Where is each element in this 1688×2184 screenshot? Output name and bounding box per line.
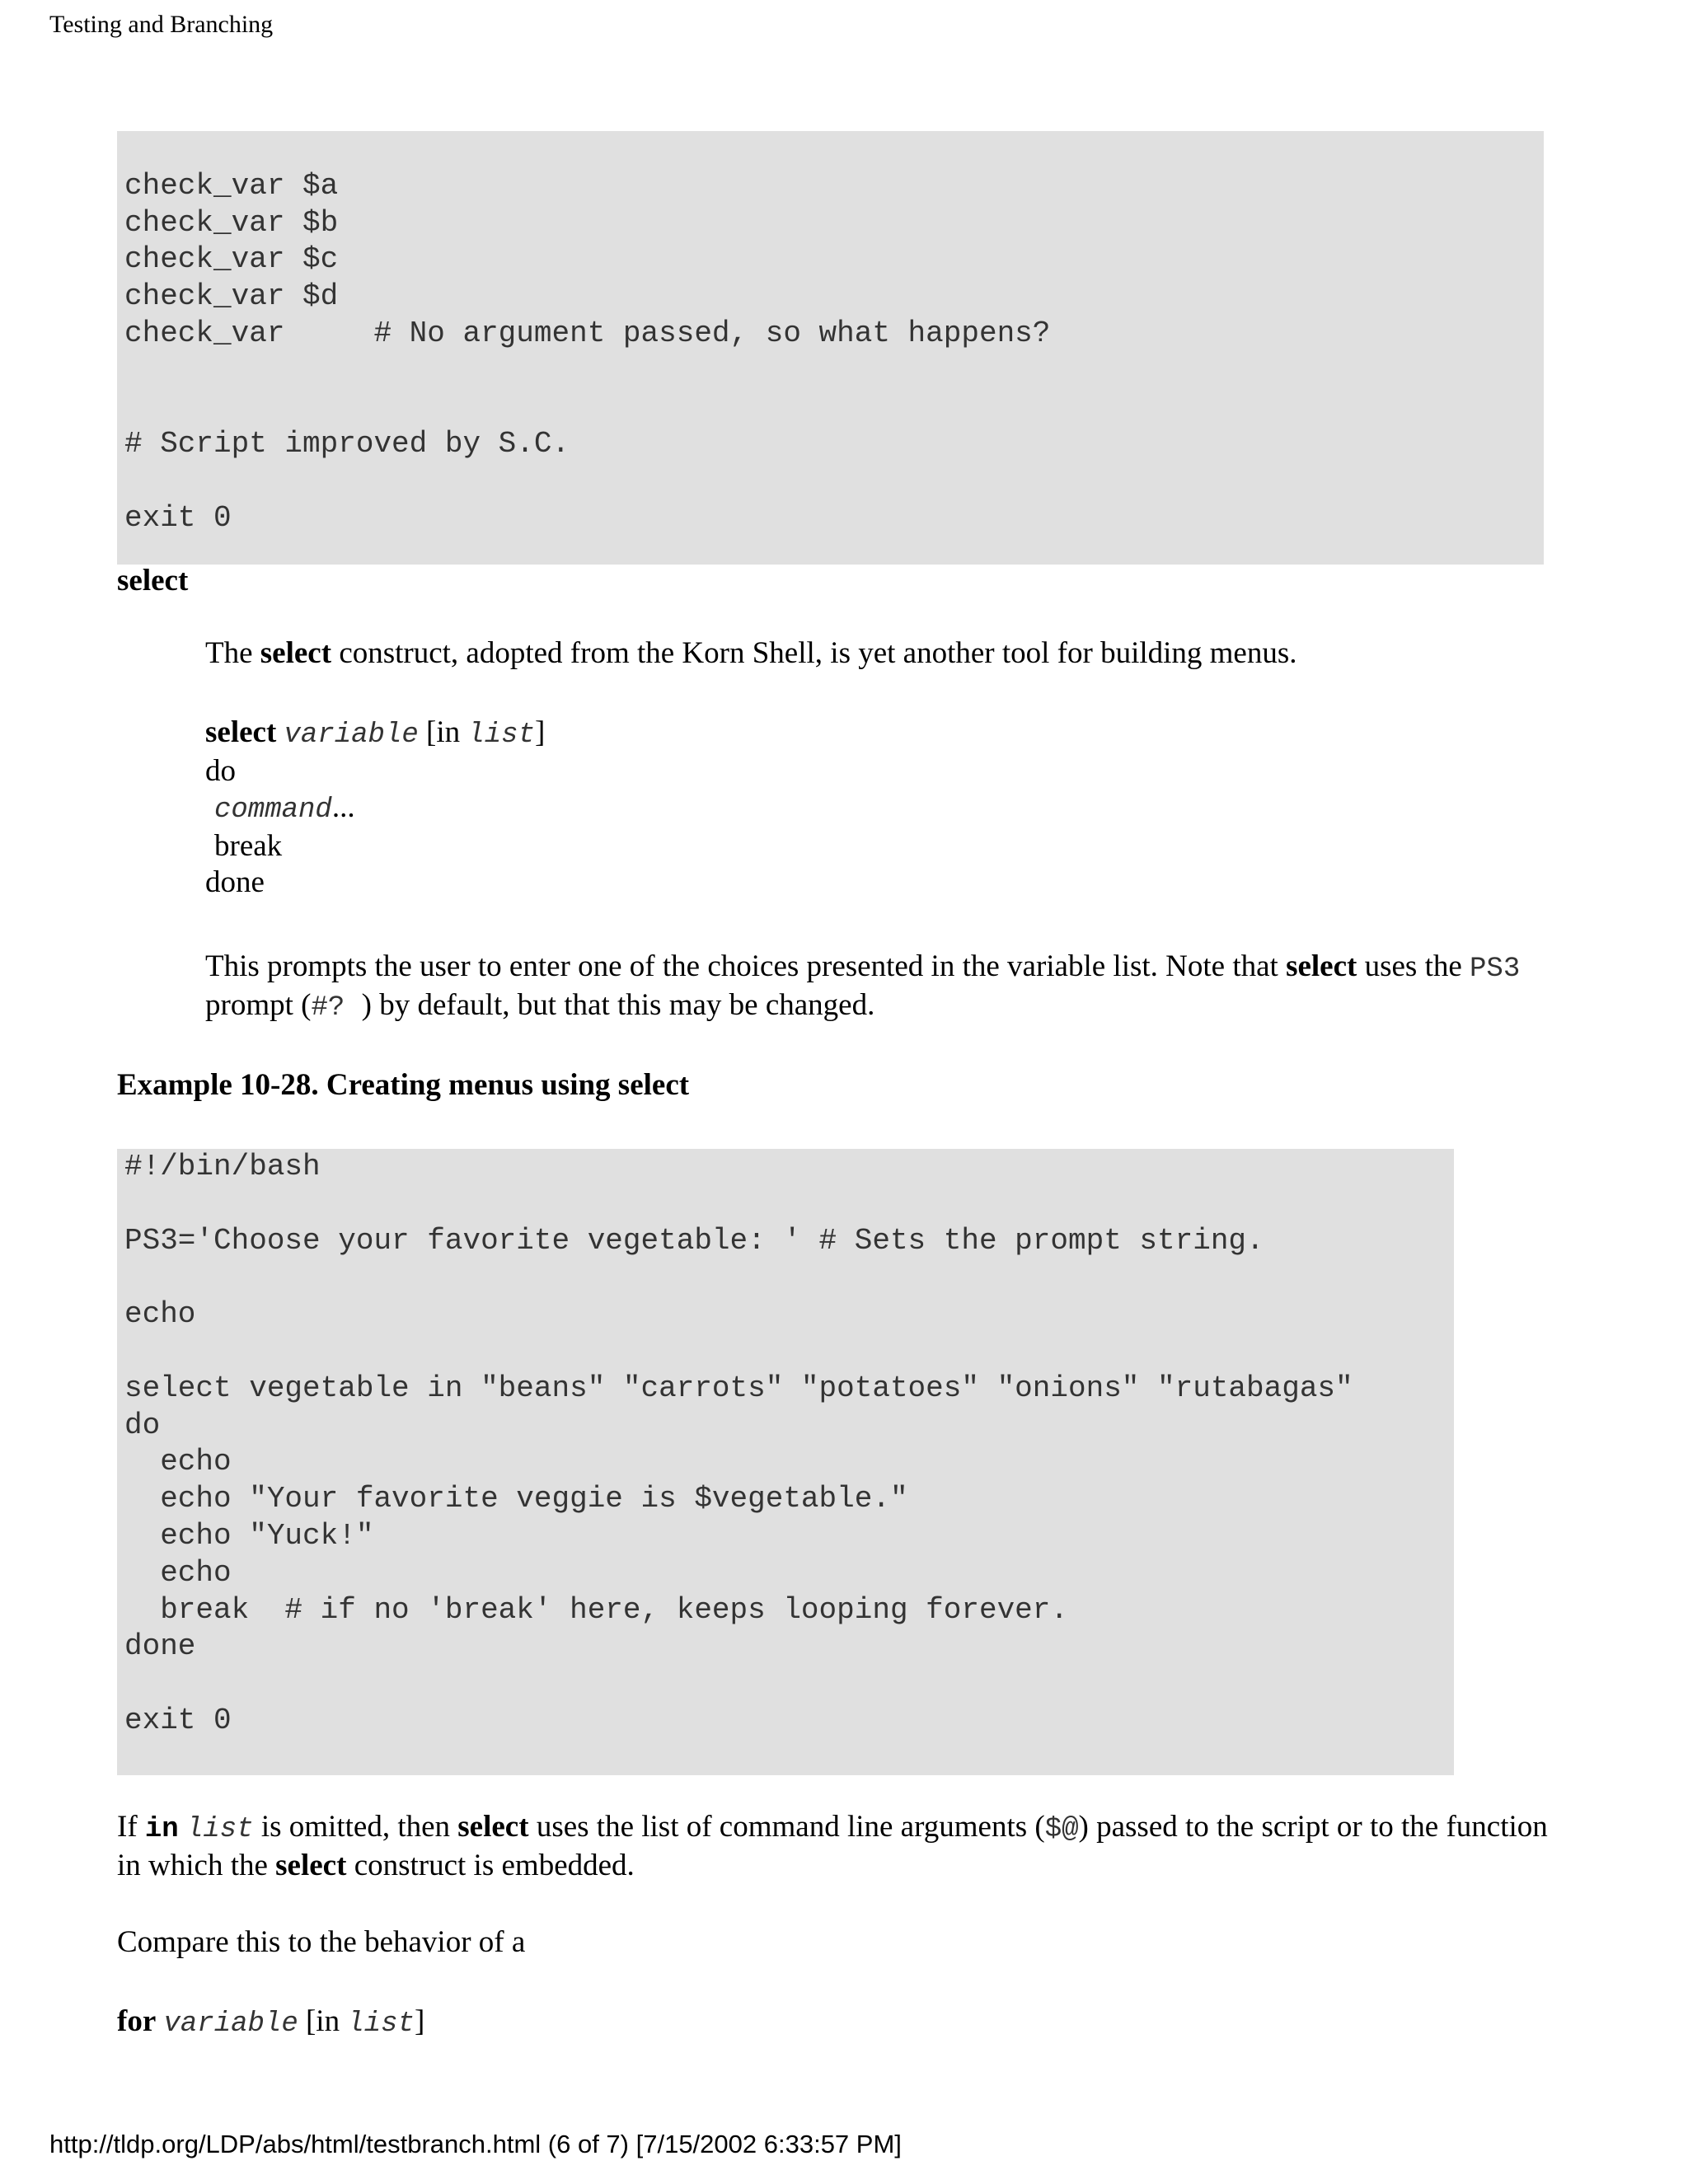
code-line: echo — [124, 1297, 196, 1332]
code-line: exit 0 — [124, 1703, 232, 1737]
code-line: exit 0 — [124, 500, 232, 535]
select-syntax — [205, 715, 1565, 901]
code-line: check_var $b — [124, 205, 339, 240]
code-line: do — [124, 1408, 161, 1442]
code-line — [124, 353, 1544, 390]
page-footer-url: http://tldp.org/LDP/abs/html/testbranch.html (6 of 7) [7/15/2002 6:33:57 PM] — [49, 2130, 902, 2158]
code-line — [124, 1666, 1454, 1703]
select-intro-paragraph: The select construct, adopted from the Korn Shell, is yet another tool for building menus. — [205, 636, 1297, 670]
code-line: PS3='Choose your favorite vegetable: ' # Sets the prompt string. — [124, 1223, 1264, 1258]
code-line — [124, 131, 1544, 168]
syntax-line-do: do — [205, 754, 236, 788]
code-block-check-var — [117, 131, 1544, 565]
code-line: check_var $d — [124, 279, 339, 314]
page-header-title: Testing and Branching — [49, 11, 274, 38]
omitted-list-paragraph: If in list is omitted, then select uses the list of command line arguments ($@) passed to the script or to the function in which the select construct is embedded. — [117, 1810, 1548, 1882]
code-line: check_var $c — [124, 242, 339, 277]
code-block-select-menu — [117, 1149, 1454, 1775]
code-line — [124, 1259, 1454, 1296]
code-line — [124, 1333, 1454, 1371]
code-line: # Script improved by S.C. — [124, 427, 570, 462]
syntax-line-command: command... — [214, 790, 355, 826]
code-line: break # if no 'break' here, keeps looping forever. — [124, 1592, 1068, 1627]
code-line — [124, 390, 1544, 427]
code-line: #!/bin/bash — [124, 1150, 321, 1183]
code-line: echo — [124, 1445, 232, 1479]
definition-term-select: select — [117, 564, 189, 598]
example-title: Example 10-28. Creating menus using select — [117, 1068, 690, 1102]
code-line: done — [124, 1629, 196, 1664]
prompt-note-paragraph: This prompts the user to enter one of the choices presented in the variable list. Note that select uses the PS3 prompt (#? ) by default, but that this may be changed. — [205, 949, 1521, 1024]
code-line — [124, 463, 1544, 500]
code-line: echo — [124, 1555, 232, 1590]
for-syntax-line: for variable [in list] — [117, 2004, 425, 2040]
syntax-line-done: done — [205, 865, 265, 899]
code-line: echo "Your favorite veggie is $vegetable." — [124, 1482, 908, 1516]
syntax-line-break: break — [214, 829, 283, 863]
code-line: echo "Yuck!" — [124, 1518, 374, 1553]
compare-paragraph: Compare this to the behavior of a — [117, 1925, 526, 1959]
code-line — [124, 1186, 1454, 1223]
syntax-line-select: select variable [in list] — [205, 715, 546, 751]
code-line: select vegetable in "beans" "carrots" "potatoes" "onions" "rutabagas" — [124, 1371, 1353, 1405]
code-line: check_var # No argument passed, so what happens? — [124, 316, 1051, 350]
code-line: check_var $a — [124, 168, 339, 203]
